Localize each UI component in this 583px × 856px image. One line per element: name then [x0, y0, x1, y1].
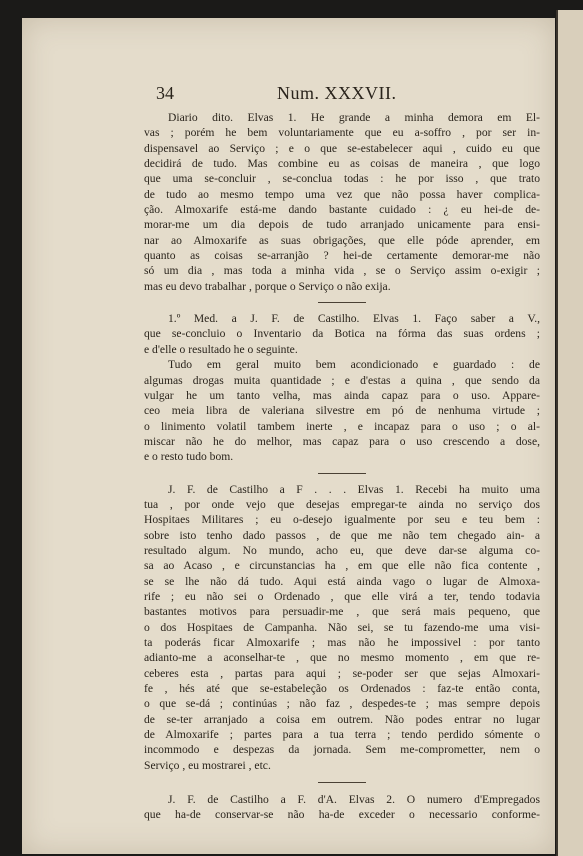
text-line: morar-me um dia depois de tudo arranjado unicamente para ensi- — [144, 218, 540, 232]
text-line: de Almoxarife ; partes para a tua terra ; tendo perdido sómente o — [144, 728, 540, 742]
text-line: Hospitaes Militares ; eu o-desejo igualmente por seu e teu bem : — [144, 513, 540, 527]
running-head: Num. XXXVII. — [277, 83, 397, 103]
text-line: nar ao Almoxarife as suas obrigações, que elle póde aprender, em — [144, 233, 540, 247]
text-line: J. F. de Castilho a F. d'A. Elvas 2. O numero d'Empregados — [168, 793, 540, 807]
text-line: mas eu devo trabalhar , porque o Serviço o não exija. — [144, 279, 391, 293]
text-line: que uma se-concluir , se-conclua todas : he por isso , que trato — [144, 172, 540, 186]
text-line: ta poderás ficar Almoxarife ; mas não he impossivel : por tanto — [144, 636, 540, 649]
text-line: dispensavel ao Serviço ; e o que se-estabelecer aqui , cuido eu que — [144, 141, 540, 155]
text-line: decidirá de tudo. Mas combine eu as coisas de maneira , que logo — [144, 157, 540, 171]
text-line: Diario dito. Elvas 1. He grande a minha demora em El- — [168, 111, 540, 124]
text-line: o dos Hospitaes de Campanha. Não sei, se tu fazendo-me uma visi- — [144, 620, 540, 634]
text-line: tua , por onde vejo que desejas empregar-te ainda no serviço dos — [144, 497, 540, 511]
text-line: que ha-de conservar-se não ha-de exceder o necessario conforme- — [144, 808, 540, 822]
page-number: 34 — [156, 83, 174, 103]
text-line: algumas drogas muita quantidade ; e d'estas a quina , que sendo da — [144, 373, 540, 387]
text-line: e o resto tudo bom. — [144, 450, 234, 464]
text-line: bastantes motivos para persuadir-me , que será mais pequeno, que — [144, 605, 540, 619]
text-line: de tudo ao mesmo tempo uma vez que não possa haver complica- — [144, 187, 540, 201]
entry-empregados — [144, 792, 540, 823]
text-line: Tudo em geral muito bem acondicionado e guardado : de — [168, 358, 540, 372]
text-line: sobre isto tenho dado passos , de que me não tem chegado ain- a — [144, 528, 540, 542]
text-line: se se lhe não dá tudo. Aqui está ainda vago o lugar de Almoxa- — [144, 574, 540, 588]
text-line: quanto as coisas se-arranjão ? hei-de certamente demorar-me não — [144, 249, 540, 263]
text-line: adianto-me a aconselhar-te , que no mesmo momento , em que re- — [144, 651, 540, 665]
section-divider — [318, 302, 366, 303]
text-line: fe , hés até que se-estabeleção os Ordenados : faz-te então conta, — [144, 682, 540, 696]
next-page-edge — [556, 10, 583, 856]
text-line: de se-ter arranjado a coisa em outrem. Não podes entrar no lugar — [144, 712, 540, 726]
text-line: que se-concluio o Inventario da Botica na fórma das suas ordens ; — [144, 327, 540, 341]
section-divider — [318, 782, 366, 783]
text-line: e d'elle o resultado he o seguinte. — [144, 342, 298, 356]
text-line: rife ; eu não sei o Ordenado , que elle virá a ter, tendo todavia — [144, 589, 540, 603]
text-line: 1.º Med. a J. F. de Castilho. Elvas 1. Faço saber a V., — [168, 312, 540, 326]
text-line: resultado algum. No mundo, acho eu, que deve dar-se alguma co- — [144, 543, 540, 557]
entry-med-castilho — [144, 311, 540, 464]
text-line: miscar não he do melhor, mas capaz para o uso crescendo a dose, — [144, 434, 540, 448]
text-line: o linimento volatil tambem inerte , e incapaz para o uso ; o al- — [144, 419, 540, 433]
text-line: vulgar he um tanto velha, mas ainda capaz para o uso. Appare- — [144, 388, 540, 402]
text-line: ceberes esta , partas para aqui ; se-poder ser que sejas Almoxari- — [144, 666, 540, 680]
text-line: ceo meia libra de valeriana silvestre em pó de nenhuma virtude ; — [144, 404, 540, 418]
page-content — [144, 83, 540, 823]
page-header — [144, 83, 540, 110]
text-line: só um dia , mas toda a minha vida , se o Serviço assim o-exigir ; — [144, 264, 540, 278]
text-line: J. F. de Castilho a F . . . Elvas 1. Recebi ha muito uma — [168, 482, 540, 496]
entry-castilho-letter — [144, 482, 540, 774]
text-line: o que se-dá ; continúas ; não faz , despedes-te ; mas sempre depois — [144, 697, 540, 711]
text-line: vas ; porém he bem voluntariamente que eu a-soffro , por ser in- — [144, 126, 540, 140]
text-line: Serviço , eu mostrarei , etc. — [144, 758, 271, 772]
text-line: incommodo e despezas da jornada. Sem me-comprometter, nem o — [144, 743, 540, 757]
text-line: ção. Almoxarife está-me dando bastante cuidado : ¿ eu hei-de de- — [144, 203, 540, 217]
text-line: sa ao Acaso , e circunstancias ha , em que elle não fica contente , — [144, 559, 540, 573]
entry-diario — [144, 110, 540, 294]
section-divider — [318, 473, 366, 474]
